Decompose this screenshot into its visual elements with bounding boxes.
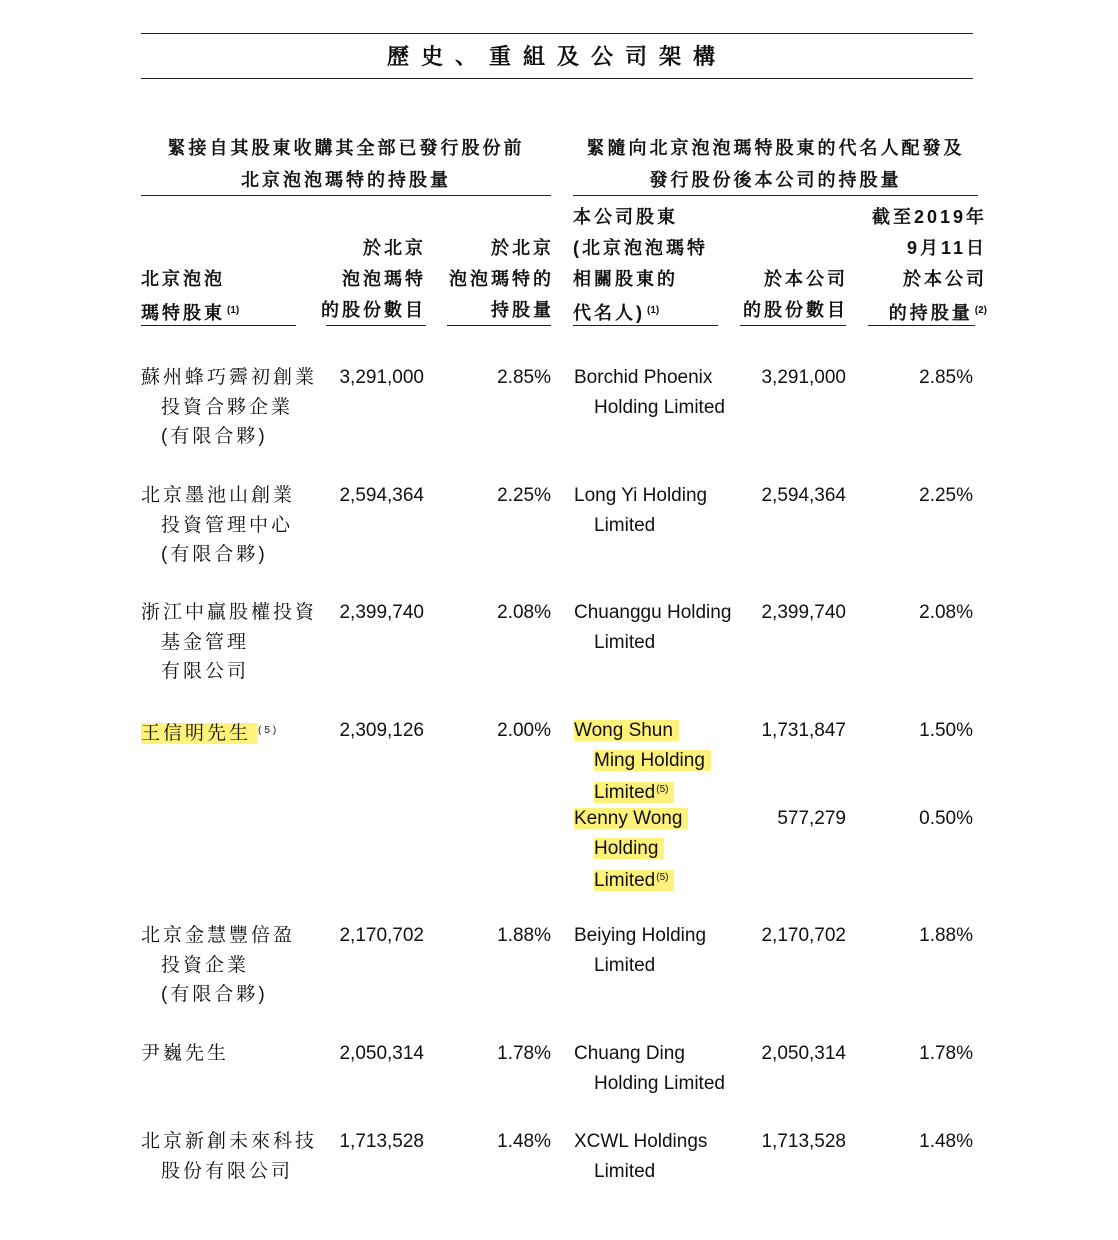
- holder-line: Holding Limited: [594, 396, 725, 418]
- holder-line: (有限合夥): [161, 544, 268, 565]
- bj-holder: [141, 1039, 229, 1069]
- holder-line: Limited: [594, 782, 656, 803]
- holder-line: 蘇州蜂巧霽初創業: [141, 367, 318, 388]
- title-rule: [141, 78, 973, 79]
- co-holder: [574, 1039, 725, 1098]
- holder-line: Holding Limited: [594, 1072, 725, 1094]
- page-title: 歷史、重組及公司架構: [386, 44, 727, 69]
- bj-percent: 1.78%: [497, 1043, 551, 1064]
- colhead-rule: [447, 325, 551, 326]
- holder-line: (有限合夥): [161, 426, 268, 447]
- co-percent: 2.25%: [919, 485, 973, 506]
- colhead-line: 持股量: [491, 300, 554, 320]
- group-header-before-line: 北京泡泡瑪特的持股量: [241, 170, 451, 190]
- holder-line: 有限公司: [161, 661, 250, 682]
- holder-line: Limited: [594, 631, 656, 653]
- colhead-line: 於本公司: [764, 269, 848, 289]
- colhead-line: 於北京: [491, 238, 554, 258]
- colhead-line: 相關股東的: [573, 269, 678, 289]
- colhead-line: 本公司股東: [573, 207, 678, 227]
- footnote-ref: (1): [227, 305, 240, 316]
- highlighted-text: 王信明先生: [141, 723, 257, 744]
- holder-line: 股份有限公司: [161, 1160, 294, 1182]
- bj-holder: [141, 363, 317, 452]
- holder-line: Limited: [594, 870, 656, 891]
- colhead-line: 於北京: [363, 238, 426, 258]
- group-header-before: [141, 132, 551, 196]
- holder-line: Limited: [594, 1160, 656, 1182]
- group-header-before-line: 緊接自其股東收購其全部已發行股份前: [167, 138, 525, 158]
- co-holder: [574, 363, 725, 422]
- co-holder: [574, 921, 706, 980]
- group-rule-before: [141, 195, 551, 196]
- colhead-rule: [740, 325, 846, 326]
- holder-line: Long Yi Holding: [574, 485, 708, 506]
- bj-holder: [141, 716, 279, 749]
- colhead-line: 於本公司: [903, 269, 987, 289]
- colhead-co-shareholder: [573, 202, 708, 329]
- colhead-line: (北京泡泡瑪特: [573, 238, 708, 258]
- colhead-line: 的股份數目: [321, 300, 426, 320]
- co-shares: 2,170,702: [761, 925, 846, 946]
- group-header-after: [573, 132, 978, 196]
- co-percent: 1.88%: [919, 925, 973, 946]
- holder-line: Beiying Holding: [574, 925, 707, 946]
- colhead-line: 截至2019年: [871, 207, 987, 227]
- bj-percent: 2.08%: [497, 602, 551, 623]
- colhead-line: 代名人): [573, 303, 645, 323]
- co-percent: 0.50%: [919, 808, 973, 829]
- bj-holder: [141, 481, 295, 570]
- holder-line: Chuanggu Holding: [574, 602, 732, 623]
- bj-percent: 1.48%: [497, 1131, 551, 1152]
- highlighted-text: Holding: [594, 838, 664, 859]
- group-header-after-line: 發行股份後本公司的持股量: [649, 170, 902, 190]
- highlighted-text: Ming Holding: [594, 750, 711, 771]
- colhead-line: 的股份數目: [743, 300, 848, 320]
- colhead-line: 瑪特股東: [141, 303, 225, 323]
- colhead-line: 北京泡泡: [141, 269, 225, 289]
- bj-percent: 2.00%: [497, 720, 551, 741]
- co-shares: 577,279: [777, 808, 846, 829]
- colhead-bj-shares: [300, 233, 426, 326]
- holder-line: 投資管理中心: [161, 514, 294, 536]
- holder-line: 投資企業: [161, 954, 250, 976]
- holder-line: 浙江中贏股權投資: [141, 602, 318, 623]
- co-percent: 2.85%: [919, 367, 973, 388]
- holder-line: 北京新創未來科技: [141, 1131, 318, 1152]
- co-shares: 2,594,364: [761, 485, 846, 506]
- colhead-line: 泡泡瑪特: [342, 269, 426, 289]
- co-percent: 2.08%: [919, 602, 973, 623]
- colhead-co-shares: [722, 264, 848, 326]
- bj-holder: [141, 598, 317, 687]
- highlighted-text: Wong Shun: [574, 720, 679, 741]
- holder-line: XCWL Holdings: [574, 1131, 708, 1152]
- colhead-line: 泡泡瑪特的: [449, 269, 554, 289]
- bj-shares: 1,713,528: [339, 1131, 424, 1152]
- co-shares: 3,291,000: [761, 367, 846, 388]
- highlighted-text: [594, 870, 674, 891]
- holder-line: Limited: [594, 514, 656, 536]
- top-rule: [141, 33, 973, 34]
- bj-shares: 2,399,740: [339, 602, 424, 623]
- colhead-rule: [868, 325, 975, 326]
- footnote-ref: (1): [647, 305, 660, 316]
- colhead-bj-shareholder: [141, 264, 239, 329]
- holder-line: (有限合夥): [161, 984, 268, 1005]
- footnote-ref: (5): [656, 784, 669, 795]
- footnote-ref: (5): [258, 725, 280, 736]
- colhead-bj-percent: [430, 233, 554, 326]
- highlighted-text: Kenny Wong: [574, 808, 688, 829]
- co-shares: 2,050,314: [761, 1043, 846, 1064]
- co-holder: [574, 804, 688, 896]
- holder-line: 投資合夥企業: [161, 396, 294, 418]
- bj-percent: 1.88%: [497, 925, 551, 946]
- holder-line: 基金管理: [161, 631, 250, 653]
- co-holder: [574, 716, 711, 808]
- holder-line: 北京墨池山創業: [141, 485, 296, 506]
- holder-line: 北京金慧豐倍盈: [141, 925, 296, 946]
- bj-shares: 2,050,314: [339, 1043, 424, 1064]
- bj-holder: [141, 1127, 317, 1186]
- footnote-ref: (5): [656, 872, 669, 883]
- bj-shares: 2,594,364: [339, 485, 424, 506]
- colhead-co-percent: [850, 202, 987, 329]
- co-shares: 1,713,528: [761, 1131, 846, 1152]
- bj-percent: 2.85%: [497, 367, 551, 388]
- co-holder: [574, 1127, 707, 1186]
- colhead-line: 的持股量: [888, 303, 973, 323]
- bj-shares: 3,291,000: [339, 367, 424, 388]
- bj-holder: [141, 921, 295, 1010]
- bj-shares: 2,309,126: [339, 720, 424, 741]
- holder-line: Chuang Ding: [574, 1043, 685, 1064]
- holder-line: 尹巍先生: [141, 1043, 230, 1064]
- co-shares: 1,731,847: [761, 720, 846, 741]
- group-rule-after: [573, 195, 978, 196]
- holder-line: Limited: [594, 954, 656, 976]
- co-shares: 2,399,740: [761, 602, 846, 623]
- group-header-after-line: 緊隨向北京泡泡瑪特股東的代名人配發及: [586, 138, 965, 158]
- bj-shares: 2,170,702: [339, 925, 424, 946]
- co-percent: 1.50%: [919, 720, 973, 741]
- colhead-rule: [141, 325, 296, 326]
- co-holder: [574, 481, 707, 540]
- holder-line: Borchid Phoenix: [574, 367, 713, 388]
- co-holder: [574, 598, 731, 657]
- highlighted-text: [594, 782, 674, 803]
- colhead-rule: [326, 325, 426, 326]
- colhead-line: 9月11日: [906, 238, 987, 258]
- colhead-rule: [573, 325, 718, 326]
- co-percent: 1.48%: [919, 1131, 973, 1152]
- footnote-ref: (2): [974, 305, 987, 316]
- bj-percent: 2.25%: [497, 485, 551, 506]
- co-percent: 1.78%: [919, 1043, 973, 1064]
